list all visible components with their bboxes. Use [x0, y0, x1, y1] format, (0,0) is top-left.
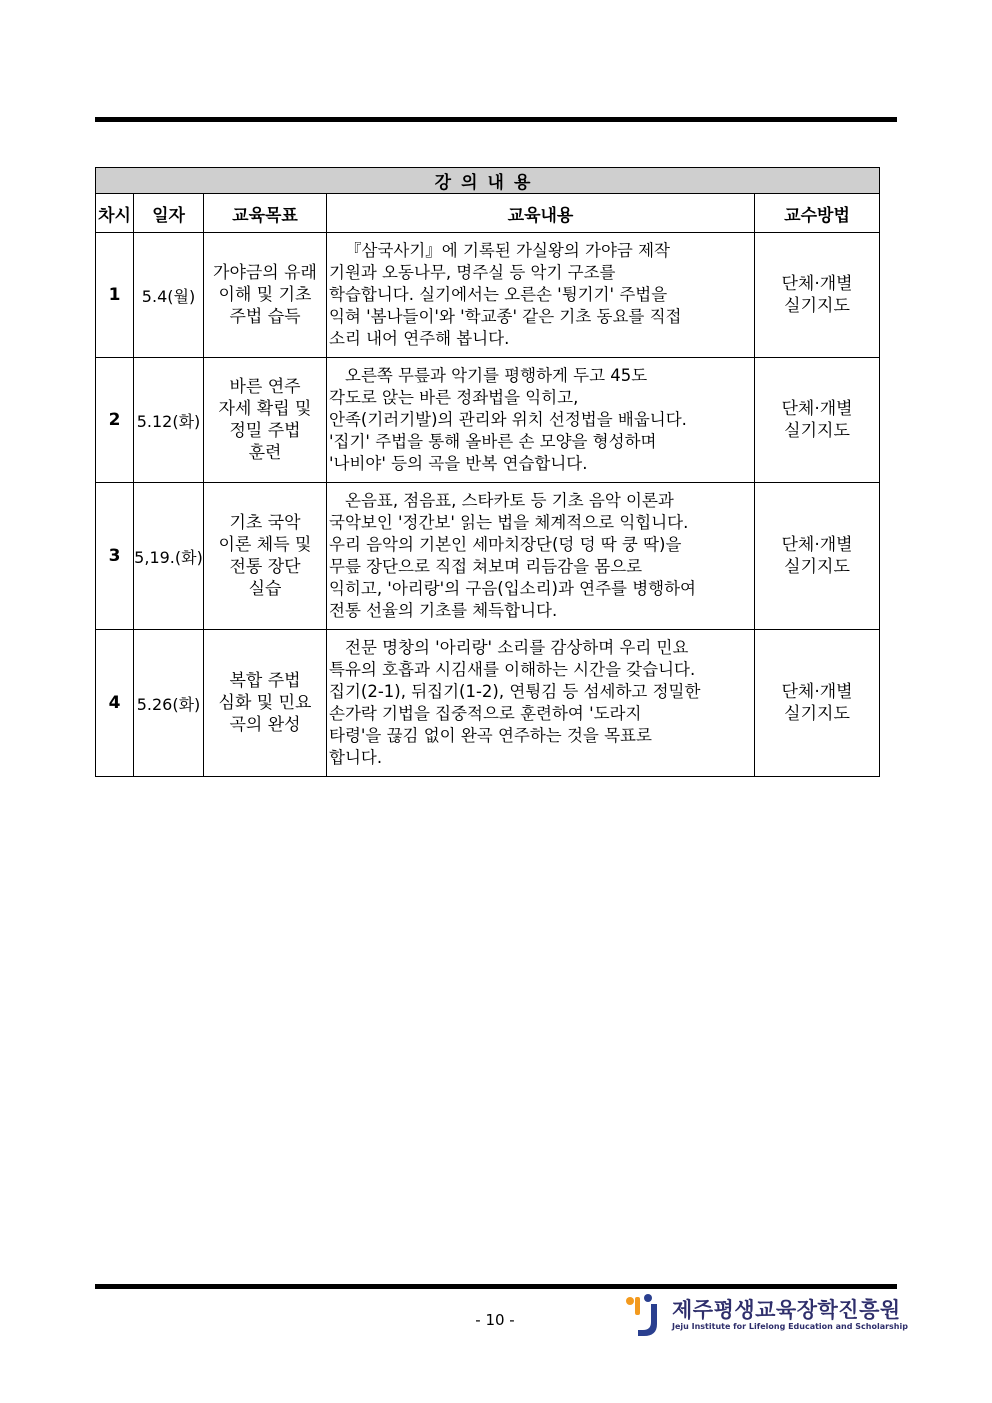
content-line: 소리 내어 연주해 봅니다. — [329, 329, 510, 348]
org-logo — [624, 1290, 908, 1340]
session-number: 3 — [96, 483, 134, 630]
goal-line: 바른 연주 — [229, 377, 301, 397]
method-line: 단체·개별 — [781, 682, 853, 702]
goal-line: 주법 습득 — [229, 307, 301, 327]
goal-line: 자세 확립 및 — [218, 399, 312, 419]
content-line: 전문 명창의 '아리랑' 소리를 감상하며 우리 민요 — [345, 638, 689, 657]
bottom-rule — [95, 1284, 897, 1289]
goal-line: 이론 체득 및 — [218, 535, 312, 555]
header-session: 차시 — [96, 194, 134, 233]
content-line: 우리 음악의 기본인 세마치장단(덩 덩 딱 쿵 딱)을 — [329, 535, 682, 554]
session-method — [755, 483, 880, 630]
session-method — [755, 630, 880, 777]
session-date: 5.4(월) — [134, 233, 204, 358]
content-line: 각도로 앉는 바른 정좌법을 익히고, — [329, 388, 579, 407]
goal-line: 실습 — [248, 579, 282, 599]
session-date: 5.12(화) — [134, 358, 204, 483]
content-line: 집기(2-1), 뒤집기(1-2), 연튕김 등 섬세하고 정밀한 — [329, 682, 701, 701]
content-line: 기원과 오동나무, 명주실 등 악기 구조를 — [329, 263, 616, 282]
method-line: 단체·개별 — [781, 399, 853, 419]
session-content — [327, 630, 755, 777]
table-row — [96, 358, 880, 483]
method-line: 단체·개별 — [781, 274, 853, 294]
goal-line: 정밀 주법 — [229, 421, 301, 441]
session-number: 2 — [96, 358, 134, 483]
content-line: 익혀 '봄나들이'와 '학교종' 같은 기초 동요를 직접 — [329, 307, 682, 326]
table-row — [96, 233, 880, 358]
method-line: 실기지도 — [784, 704, 850, 724]
header-goal: 교육목표 — [204, 194, 327, 233]
org-name-english: Jeju Institute for Lifelong Education and Scholarship — [672, 1322, 908, 1331]
goal-line: 곡의 완성 — [229, 715, 301, 735]
top-rule — [95, 117, 897, 122]
goal-line: 복합 주법 — [229, 671, 301, 691]
content-line: 학습합니다. 실기에서는 오른손 '튕기기' 주법을 — [329, 285, 668, 304]
session-goal — [204, 233, 327, 358]
method-line: 실기지도 — [784, 557, 850, 577]
content-line: 손가락 기법을 집중적으로 훈련하여 '도라지 — [329, 704, 642, 723]
session-content — [327, 358, 755, 483]
table-row — [96, 483, 880, 630]
content-line: 오른쪽 무릎과 악기를 평행하게 두고 45도 — [345, 366, 648, 385]
session-date: 5,19.(화) — [134, 483, 204, 630]
method-line: 실기지도 — [784, 421, 850, 441]
table-caption: 강의내용 — [96, 168, 880, 194]
header-content: 교육내용 — [327, 194, 755, 233]
table-row — [96, 630, 880, 777]
header-method: 교수방법 — [755, 194, 880, 233]
goal-line: 훈련 — [248, 443, 282, 463]
content-line: 전통 선율의 기초를 체득합니다. — [329, 601, 558, 620]
page-number: - 10 - — [475, 1311, 515, 1329]
org-name: 제주평생교육장학진흥원 — [672, 1298, 901, 1322]
content-line: 특유의 호흡과 시김새를 이해하는 시간을 갖습니다. — [329, 660, 696, 679]
content-line: '나비야' 등의 곡을 반복 연습합니다. — [329, 454, 588, 473]
session-goal — [204, 630, 327, 777]
method-line: 단체·개별 — [781, 535, 853, 555]
goal-line: 가야금의 유래 — [213, 263, 317, 283]
session-goal — [204, 483, 327, 630]
goal-line: 이해 및 기초 — [218, 285, 312, 305]
content-line: '집기' 주법을 통해 올바른 손 모양을 형성하며 — [329, 432, 657, 451]
goal-line: 기초 국악 — [229, 513, 301, 533]
session-content — [327, 483, 755, 630]
content-line: 온음표, 점음표, 스타카토 등 기초 음악 이론과 — [345, 491, 674, 510]
session-content — [327, 233, 755, 358]
header-date: 일자 — [134, 194, 204, 233]
content-line: 타령'을 끊김 없이 완곡 연주하는 것을 목표로 — [329, 726, 652, 745]
goal-line: 심화 및 민요 — [218, 693, 312, 713]
content-line: 무릎 장단으로 직접 쳐보며 리듬감을 몸으로 — [329, 557, 643, 576]
session-goal — [204, 358, 327, 483]
content-line: 익히고, '아리랑'의 구음(입소리)과 연주를 병행하여 — [329, 579, 696, 598]
content-line: 합니다. — [329, 748, 383, 767]
method-line: 실기지도 — [784, 296, 850, 316]
goal-line: 전통 장단 — [229, 557, 301, 577]
content-line: 안족(기러기발)의 관리와 위치 선정법을 배웁니다. — [329, 410, 687, 429]
session-method — [755, 233, 880, 358]
content-line: 국악보인 '정간보' 읽는 법을 체계적으로 익힙니다. — [329, 513, 689, 532]
session-method — [755, 358, 880, 483]
lecture-table — [95, 167, 880, 777]
session-number: 1 — [96, 233, 134, 358]
org-logo-icon — [624, 1292, 666, 1338]
content-line: 『삼국사기』에 기록된 가실왕의 가야금 제작 — [345, 241, 670, 260]
session-date: 5.26(화) — [134, 630, 204, 777]
session-number: 4 — [96, 630, 134, 777]
